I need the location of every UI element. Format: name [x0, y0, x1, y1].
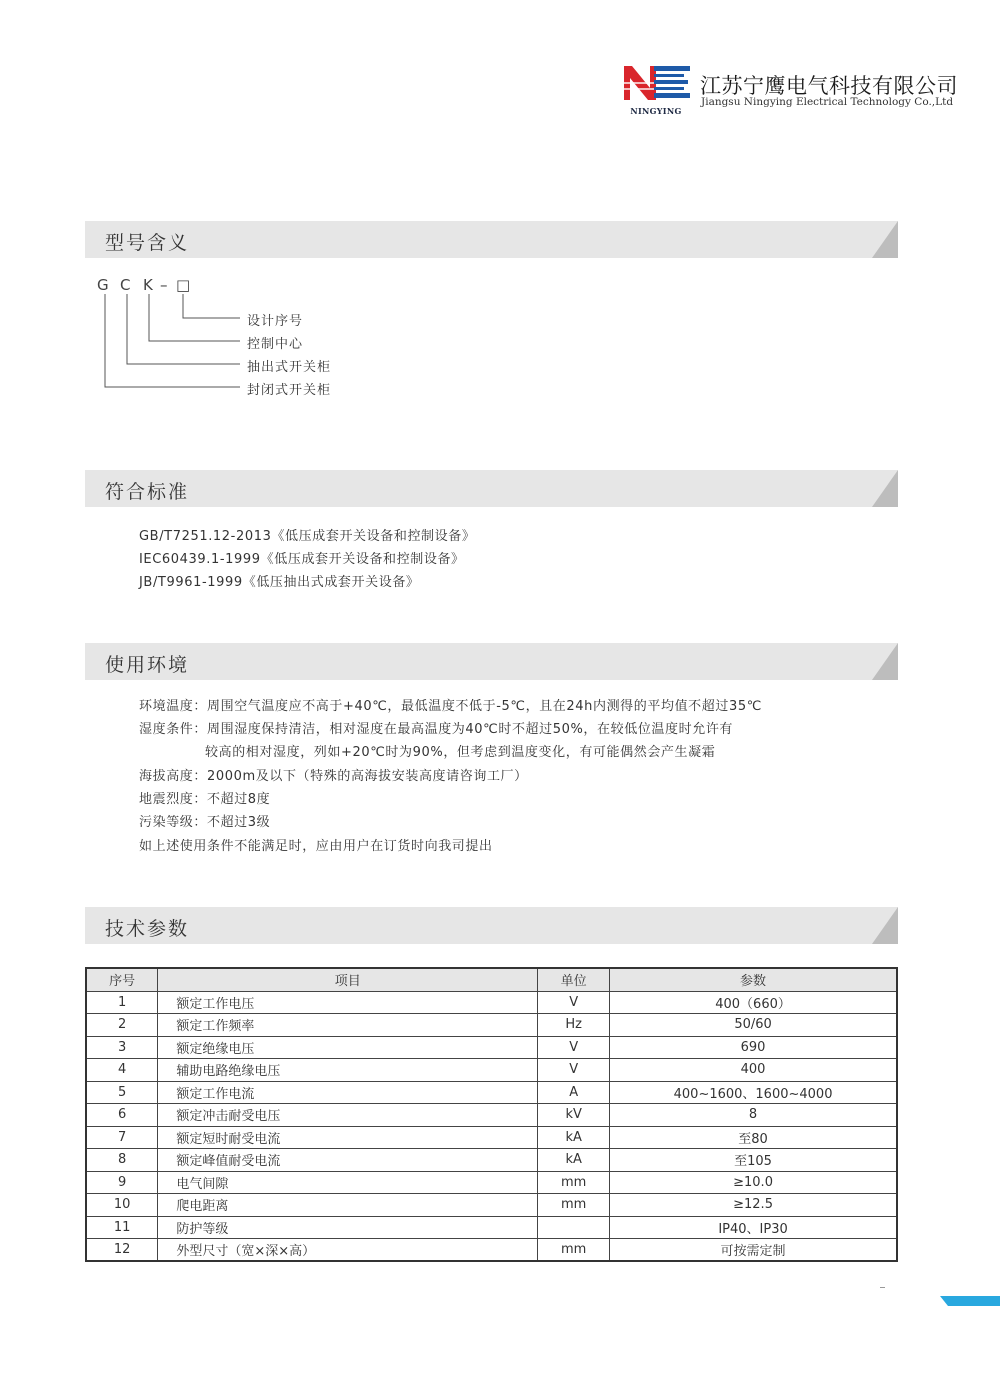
table-row — [86, 1216, 897, 1239]
logo-wordmark: NINGYING — [630, 106, 682, 116]
cell-index: 8 — [86, 1149, 158, 1172]
cell-value: ≥12.5 — [610, 1194, 897, 1217]
corner-triangle-icon — [872, 907, 898, 944]
cell-unit: A — [538, 1081, 610, 1104]
model-label-drawout: 抽出式开关柜 — [247, 360, 332, 375]
cell-index: 12 — [86, 1239, 158, 1262]
cell-index: 2 — [86, 1014, 158, 1037]
cell-item: 防护等级 — [158, 1216, 538, 1239]
cell-value: 400~1600、1600~4000 — [610, 1081, 897, 1104]
env-temperature: 环境温度：周围空气温度应不高于+40℃，最低温度不低于-5℃，且在24h内测得的平均值不超过35℃ — [139, 699, 762, 714]
company-logo — [620, 62, 958, 122]
table-header-row — [86, 968, 897, 991]
cell-item: 辅助电路绝缘电压 — [158, 1059, 538, 1082]
table-row — [86, 1081, 897, 1104]
page-mark — [880, 1287, 885, 1288]
cell-unit: mm — [538, 1194, 610, 1217]
standard-item: GB/T7251.12-2013《低压成套开关设备和控制设备》 — [139, 529, 476, 544]
env-pollution: 污染等级：不超过3级 — [139, 815, 271, 830]
table-row — [86, 1239, 897, 1262]
company-name-cn: 江苏宁鹰电气科技有限公司 — [700, 74, 958, 98]
header-value: 参数 — [610, 968, 897, 991]
cell-unit: kA — [538, 1149, 610, 1172]
section-header-params — [85, 907, 898, 944]
header-index: 序号 — [86, 968, 158, 991]
model-label-control-center: 控制中心 — [247, 337, 304, 352]
cell-unit: kV — [538, 1104, 610, 1127]
cell-index: 5 — [86, 1081, 158, 1104]
company-name-en: Jiangsu Ningying Electrical Technology Co.,Ltd — [701, 96, 954, 108]
cell-unit: mm — [538, 1239, 610, 1262]
cell-index: 11 — [86, 1216, 158, 1239]
cell-item: 爬电距离 — [158, 1194, 538, 1217]
standard-item: JB/T9961-1999《低压抽出式成套开关设备》 — [139, 575, 420, 590]
cell-item: 额定短时耐受电流 — [158, 1126, 538, 1149]
cell-item: 额定峰值耐受电流 — [158, 1149, 538, 1172]
env-humidity: 湿度条件：周围湿度保持清洁，相对湿度在最高温度为40℃时不超过50%，在较低位温度时允许有 — [139, 722, 734, 737]
cell-value: 50/60 — [610, 1014, 897, 1037]
cell-unit: Hz — [538, 1014, 610, 1037]
model-diagram-lines — [85, 270, 385, 410]
cell-item: 额定工作电流 — [158, 1081, 538, 1104]
env-seismic: 地震烈度：不超过8度 — [139, 792, 271, 807]
table-row — [86, 1194, 897, 1217]
table-row — [86, 1014, 897, 1037]
section-title: 使用环境 — [105, 654, 190, 676]
cell-item: 额定冲击耐受电压 — [158, 1104, 538, 1127]
table-row — [86, 1104, 897, 1127]
corner-triangle-icon — [872, 643, 898, 680]
table-row — [86, 1149, 897, 1172]
cell-item: 额定工作电压 — [158, 991, 538, 1014]
cell-value: 400（660） — [610, 991, 897, 1014]
table-row — [86, 1036, 897, 1059]
section-header-standards — [85, 470, 898, 507]
cell-index: 7 — [86, 1126, 158, 1149]
header-item: 项目 — [158, 968, 538, 991]
env-note: 如上述使用条件不能满足时，应由用户在订货时向我司提出 — [139, 839, 493, 854]
cell-unit: V — [538, 1059, 610, 1082]
model-char-box: □ — [176, 276, 191, 294]
model-char-c: C — [120, 276, 131, 294]
cell-unit: kA — [538, 1126, 610, 1149]
standard-item: IEC60439.1-1999《低压成套开关设备和控制设备》 — [139, 552, 465, 567]
section-title: 符合标准 — [105, 481, 190, 503]
cell-index: 1 — [86, 991, 158, 1014]
page-corner-tab — [940, 1296, 1000, 1306]
section-header-environment — [85, 643, 898, 680]
model-char-k: K — [143, 276, 153, 294]
table-row — [86, 991, 897, 1014]
cell-value: 至80 — [610, 1126, 897, 1149]
model-char-g: G — [97, 276, 109, 294]
cell-index: 3 — [86, 1036, 158, 1059]
cell-item: 外型尺寸（宽×深×高） — [158, 1239, 538, 1262]
env-humidity-cont: 较高的相对湿度，列如+20℃时为90%，但考虑到温度变化，有可能偶然会产生凝霜 — [205, 745, 716, 760]
cell-unit — [538, 1216, 610, 1239]
model-label-enclosed: 封闭式开关柜 — [247, 383, 332, 398]
table-row — [86, 1171, 897, 1194]
table-row — [86, 1126, 897, 1149]
corner-triangle-icon — [872, 470, 898, 507]
cell-value: 可按需定制 — [610, 1239, 897, 1262]
tech-params-table — [85, 967, 898, 1262]
section-header-model — [85, 221, 898, 258]
cell-unit: V — [538, 1036, 610, 1059]
cell-index: 10 — [86, 1194, 158, 1217]
cell-value: 400 — [610, 1059, 897, 1082]
cell-item: 额定工作频率 — [158, 1014, 538, 1037]
corner-triangle-icon — [872, 221, 898, 258]
cell-item: 电气间隙 — [158, 1171, 538, 1194]
cell-unit: V — [538, 991, 610, 1014]
cell-value: 至105 — [610, 1149, 897, 1172]
table-row — [86, 1059, 897, 1082]
cell-value: 8 — [610, 1104, 897, 1127]
cell-unit: mm — [538, 1171, 610, 1194]
cell-index: 6 — [86, 1104, 158, 1127]
header-unit: 单位 — [538, 968, 610, 991]
cell-index: 9 — [86, 1171, 158, 1194]
cell-index: 4 — [86, 1059, 158, 1082]
section-title: 型号含义 — [105, 232, 190, 254]
section-title: 技术参数 — [105, 918, 190, 940]
env-altitude: 海拔高度：2000m及以下（特殊的高海拔安装高度请咨询工厂） — [139, 769, 528, 784]
cell-value: ≥10.0 — [610, 1171, 897, 1194]
cell-item: 额定绝缘电压 — [158, 1036, 538, 1059]
cell-value: 690 — [610, 1036, 897, 1059]
cell-value: IP40、IP30 — [610, 1216, 897, 1239]
model-char-dash: – — [160, 276, 168, 294]
model-label-design-serial: 设计序号 — [247, 314, 304, 329]
